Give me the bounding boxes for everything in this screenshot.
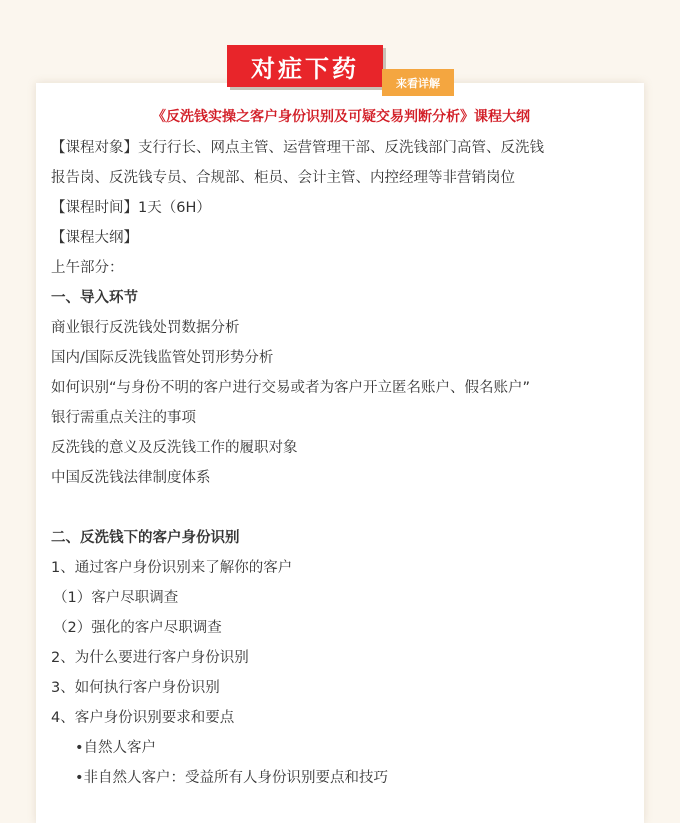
list-item: 如何识别“与身份不明的客户进行交易或者为客户开立匿名账户、假名账户”: [51, 380, 531, 396]
morning-section-label: 上午部分：: [51, 260, 124, 276]
section-heading-intro: 一、导入环节: [51, 290, 138, 306]
list-item: 中国反洗钱法律制度体系: [51, 470, 211, 486]
course-duration: 【课程时间】1天（6H）: [51, 200, 211, 216]
list-item: 1、通过客户身份识别来了解你的客户: [51, 560, 293, 576]
view-details-button[interactable]: 来看详解: [382, 69, 454, 96]
list-item: （1）客户尽职调查: [53, 590, 179, 606]
course-audience-line-2: 报告岗、反洗钱专员、合规部、柜员、会计主管、内控经理等非营销岗位: [51, 170, 515, 186]
list-item: 国内/国际反洗钱监管处罚形势分析: [51, 350, 274, 366]
header-badge: [227, 45, 457, 97]
course-outline: [51, 101, 631, 793]
list-item: 商业银行反洗钱处罚数据分析: [51, 320, 240, 336]
list-item: 3、如何执行客户身份识别: [51, 680, 220, 696]
course-title: 《反洗钱实操之客户身份识别及可疑交易判断分析》课程大纲: [152, 109, 530, 125]
outline-heading: 【课程大纲】: [51, 230, 138, 246]
list-item: 反洗钱的意义及反洗钱工作的履职对象: [51, 440, 298, 456]
list-item: 银行需重点关注的事项: [51, 410, 196, 426]
bullet-item: •非自然人客户：受益所有人身份识别要点和技巧: [75, 770, 389, 786]
bullet-item: •自然人客户: [75, 740, 157, 756]
course-audience-line-1: 【课程对象】支行行长、网点主管、运营管理干部、反洗钱部门高管、反洗钱: [51, 140, 544, 156]
list-item: （2）强化的客户尽职调查: [53, 620, 222, 636]
spacer: [51, 493, 631, 523]
list-item: 4、客户身份识别要求和要点: [51, 710, 235, 726]
badge-title: 对症下药: [227, 45, 383, 87]
list-item: 2、为什么要进行客户身份识别: [51, 650, 249, 666]
section-heading-kyc: 二、反洗钱下的客户身份识别: [51, 530, 240, 546]
